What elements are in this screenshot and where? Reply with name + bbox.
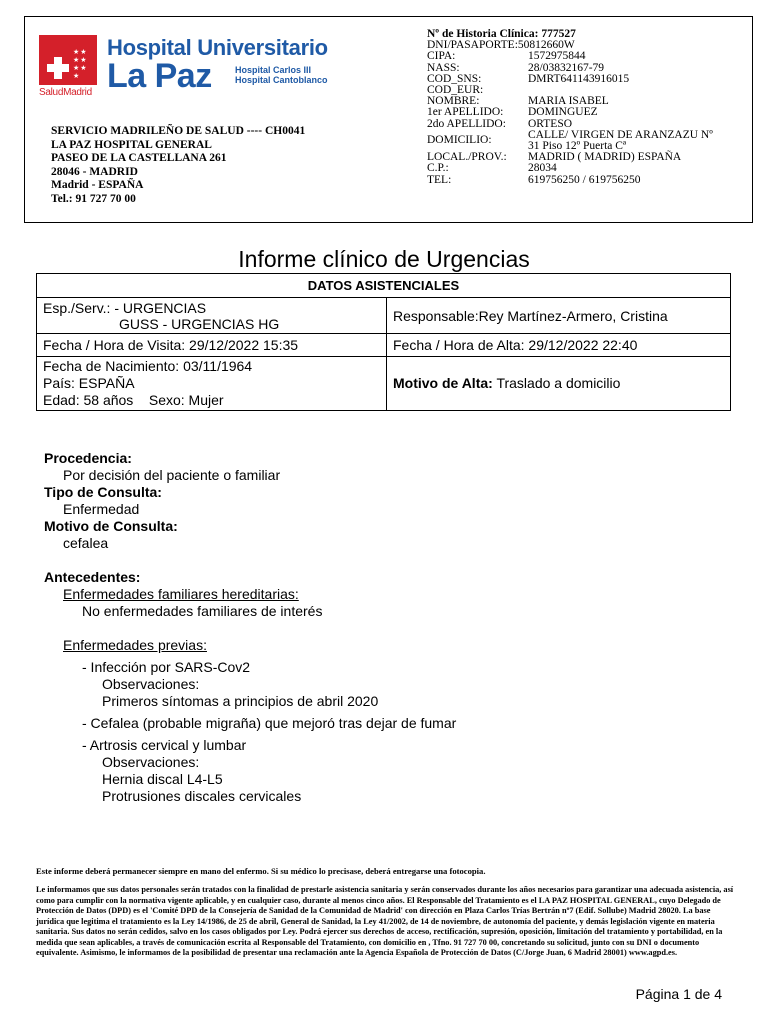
- procedencia-value: Por decisión del paciente o familiar: [63, 467, 281, 483]
- field-value: MARIA ISABEL: [528, 95, 609, 108]
- org-line: LA PAZ HOSPITAL GENERAL: [51, 138, 212, 151]
- org-line: 28046 - MADRID: [51, 165, 138, 178]
- fecha-visita-cell: Fecha / Hora de Visita: 29/12/2022 15:35: [37, 334, 387, 357]
- esp-serv-line1: Esp./Serv.: - URGENCIAS: [43, 299, 207, 316]
- field-label: NASS:: [427, 61, 460, 74]
- fecha-nacimiento: Fecha de Nacimiento: 03/11/1964: [43, 358, 253, 374]
- hospital-carlos-label: Hospital Carlos III: [235, 65, 312, 75]
- org-line: Tel.: 91 727 70 00: [51, 192, 136, 205]
- previas-item: - Infección por SARS-Cov2: [82, 659, 251, 675]
- field-label: LOCAL./PROV.:: [427, 151, 507, 164]
- edad: Edad: 58 años: [43, 392, 134, 408]
- field-value: 619756250 / 619756250: [528, 173, 641, 186]
- field-label: C.P.:: [427, 162, 449, 175]
- patient-row: [427, 163, 757, 174]
- motivo-alta-cell: [387, 357, 731, 411]
- org-line: PASEO DE LA CASTELLANA 261: [51, 152, 227, 164]
- stars-icon: ★★ ★★ ★★ ★: [73, 49, 88, 80]
- table-row: [37, 334, 731, 357]
- page-number: Página 1 de 4: [635, 986, 722, 1002]
- motivo-consulta-heading: Motivo de Consulta:: [44, 518, 178, 534]
- patient-row: [427, 175, 757, 186]
- field-label: DOMICILIO:: [427, 134, 492, 147]
- field-label: COD_EUR:: [427, 84, 484, 97]
- observacion-text: Hernia discal L4-L5: [102, 771, 223, 787]
- tipo-consulta-value: Enfermedad: [63, 501, 140, 517]
- field-label: NOMBRE:: [427, 95, 480, 108]
- table-row: [37, 357, 731, 411]
- table-row: [37, 298, 731, 334]
- procedencia-heading: Procedencia:: [44, 450, 132, 466]
- observacion-text: Protrusiones discales cervicales: [102, 788, 302, 804]
- familiares-heading: Enfermedades familiares hereditarias:: [63, 586, 299, 602]
- esp-serv-cell: [37, 298, 387, 334]
- hospital-name-line2: La Paz: [107, 57, 212, 95]
- previas-heading: Enfermedades previas:: [63, 637, 207, 653]
- field-value: [528, 130, 757, 152]
- motivo-alta-value: Traslado a domicilio: [492, 375, 621, 391]
- domicilio-line2: 31 Piso 12º Puerta Cª: [528, 140, 627, 153]
- field-value: DOMINGUEZ: [528, 106, 598, 119]
- org-line: SERVICIO MADRILEÑO DE SALUD ---- CH0041: [51, 125, 306, 137]
- domicilio-line1: CALLE/ VIRGEN DE ARANZAZU Nº: [528, 128, 713, 141]
- historia-clinica: Nº de Historia Clínica: 777527: [427, 28, 576, 40]
- field-value: DMRT641143916015: [528, 72, 630, 85]
- field-value: ORTESO: [528, 117, 573, 130]
- dni-pasaporte: DNI/PASAPORTE:50812660W: [427, 39, 575, 52]
- datos-asistenciales-table: [36, 273, 731, 411]
- hospital-logo: [39, 27, 339, 102]
- org-line: Madrid - ESPAÑA: [51, 179, 144, 191]
- observaciones-label: Observaciones:: [102, 754, 200, 770]
- patient-info: [427, 29, 757, 186]
- pais: País: ESPAÑA: [43, 375, 135, 391]
- patient-row-domicilio: [427, 130, 757, 152]
- cross-icon: [47, 57, 69, 79]
- patient-row: [427, 107, 757, 118]
- field-value: MADRID ( MADRID) ESPAÑA: [528, 151, 682, 164]
- patient-row: [427, 152, 757, 163]
- footer-note: Este informe deberá permanecer siempre en mano del enfermo. Si su médico lo precisase, deberá entregarse una fotocopia.: [36, 866, 486, 876]
- observaciones-label: Observaciones:: [102, 676, 200, 692]
- hospital-cantoblanco-label: Hospital Cantoblanco: [235, 75, 328, 85]
- patient-demographics-cell: [37, 357, 387, 411]
- sexo: Sexo: Mujer: [148, 392, 224, 408]
- footer-legal-text: Le informamos que sus datos personales serán tratados con la finalidad de prestarle asistencia sanitaria y serán conservados durante los años necesarios para garantizar una adecuada asistencia, así como para cumplir con la normativa vigente aplicable, y en cualquier caso, durante al menos cinco años. El Responsable del Tratamiento es el LA PAZ HOSPITAL GENERAL, cuyo Delegado de Protección de Datos (DPD) es el 'Comité DPD de la Consejería de Sanidad de la Comunidad de Madrid' con dirección en Plaza Carlos Trías Bertrán nº7 (Edif. Sollube) Madrid 28020. La base jurídica que legitima el tratamiento es la Ley 14/1986, de 25 de abril, General de Sanidad, la Ley 41/2002, de 14 de noviembre, de autonomía del paciente, y demás legislación vigente en materia sanitaria. Sus datos no serán cedidos, salvo en los casos obligados por Ley. Podrá ejercer sus derechos de acceso, rectificación, supresión, oposición, limitación del tratamiento y portabilidad, en la medida que sean aplicables, a través de comunicación escrita al Responsable del Tratamiento, con domicilio en , Tfno. 91 727 70 00, concretando su solicitud, junto con su DNI o documento equivalente. Asimismo, le informamos de la posibilidad de presentar una reclamación ante la Agencia Española de Protección de Datos (C/Jorge Juan, 6 Madrid 28001) www.agpd.es.: [36, 885, 734, 957]
- previas-item: - Cefalea (probable migraña) que mejoró tras dejar de fumar: [82, 715, 457, 731]
- table-header: DATOS ASISTENCIALES: [37, 274, 731, 298]
- field-label: 2do APELLIDO:: [427, 117, 506, 130]
- field-label: TEL:: [427, 173, 452, 186]
- fecha-alta-cell: Fecha / Hora de Alta: 29/12/2022 22:40: [387, 334, 731, 357]
- field-value: 28034: [528, 162, 557, 175]
- responsable-cell: Responsable:Rey Martínez-Armero, Cristina: [387, 298, 731, 334]
- field-value: 28/03832167-79: [528, 61, 605, 74]
- comunidad-madrid-flag: [39, 35, 97, 85]
- observacion-text: Primeros síntomas a principios de abril 2020: [102, 693, 379, 709]
- field-label: 1er APELLIDO:: [427, 106, 504, 119]
- edad-sexo: [43, 392, 380, 409]
- field-value: 1572975844: [528, 50, 586, 63]
- hospital-name-line1: Hospital Universitario: [107, 35, 328, 60]
- header-box: [24, 16, 753, 223]
- patient-row: [427, 51, 757, 62]
- antecedentes-heading: Antecedentes:: [44, 569, 141, 585]
- motivo-consulta-value: cefalea: [63, 535, 109, 551]
- familiares-value: No enfermedades familiares de interés: [82, 603, 323, 619]
- clinical-content: [44, 450, 456, 805]
- saludmadrid-label: SaludMadrid: [39, 87, 92, 98]
- field-label: CIPA:: [427, 50, 456, 63]
- previas-item: - Artrosis cervical y lumbar: [82, 737, 247, 753]
- motivo-alta-label: Motivo de Alta:: [393, 375, 493, 391]
- report-title: Informe clínico de Urgencias: [238, 246, 530, 272]
- tipo-consulta-heading: Tipo de Consulta:: [44, 484, 162, 500]
- organization-address: [51, 125, 305, 206]
- field-label: COD_SNS:: [427, 72, 482, 85]
- esp-serv-line2: GUSS - URGENCIAS HG: [119, 315, 280, 332]
